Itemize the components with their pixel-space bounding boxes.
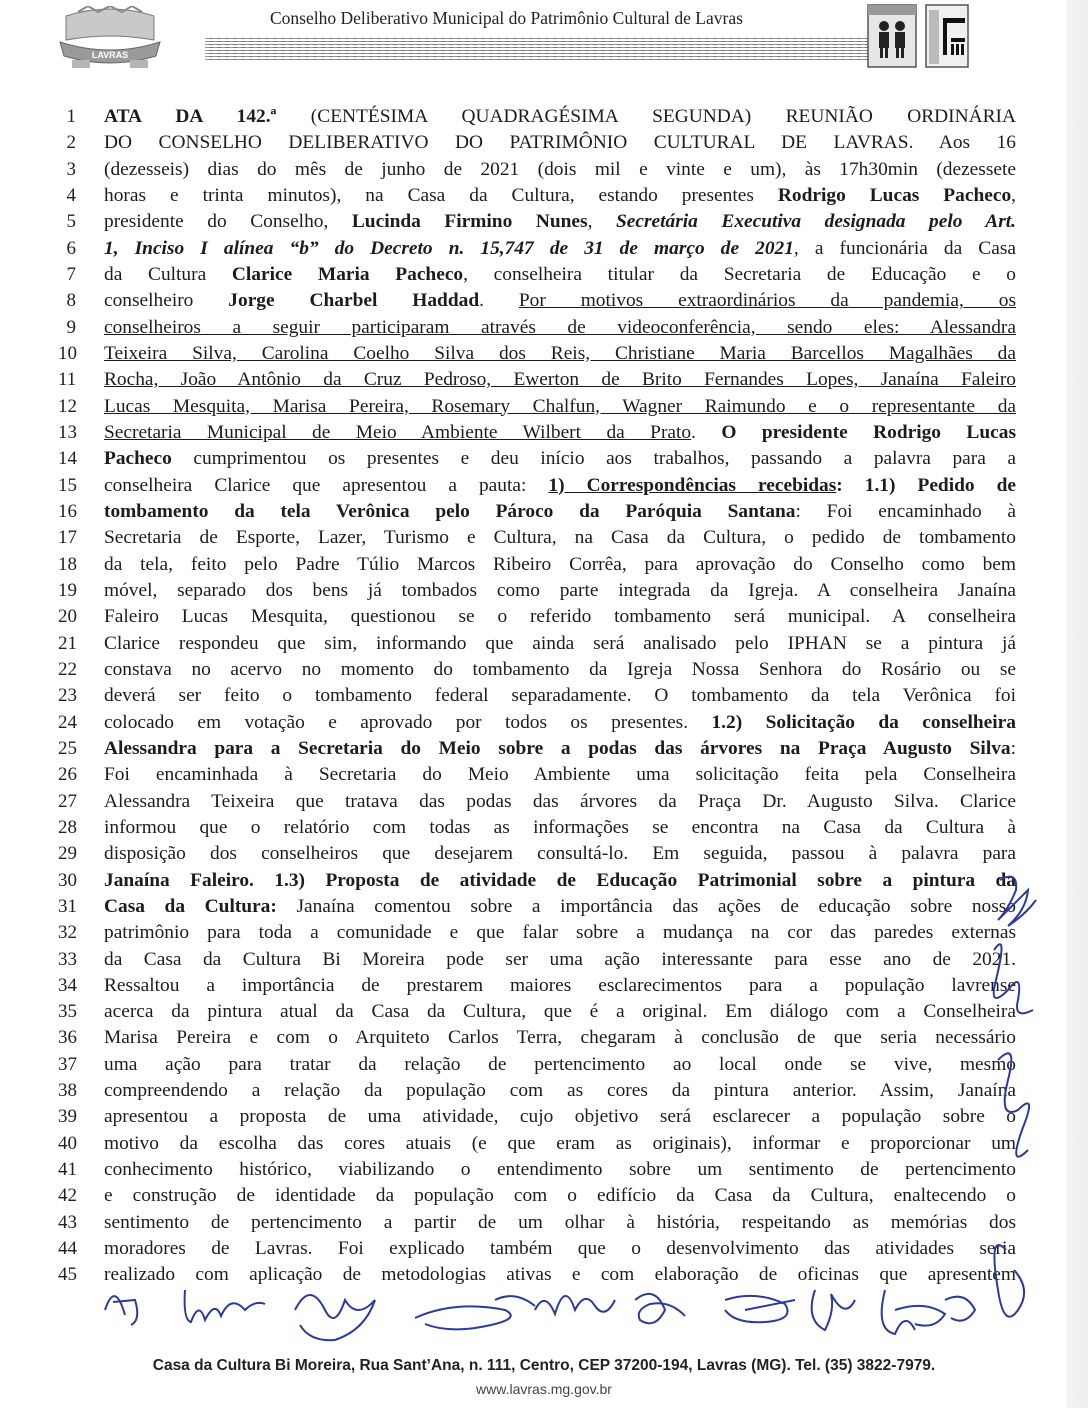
line-text bbox=[104, 999, 1016, 1025]
header-rule-texture bbox=[205, 36, 907, 62]
line-number: 37 bbox=[58, 1053, 77, 1075]
text-segment: disposição dos conselheiros que desejarem consultá-lo. Em seguida, passou à palavra para bbox=[104, 843, 1016, 865]
line-number: 40 bbox=[58, 1132, 77, 1154]
line-number: 23 bbox=[58, 685, 77, 707]
line-number: 30 bbox=[58, 869, 77, 891]
text-segment: conselheiros a seguir participaram através de videoconferência, sendo eles: Alessandra bbox=[104, 316, 1016, 338]
line-number: 16 bbox=[58, 500, 77, 522]
text-segment: constava no acervo no momento do tombamento da Igreja Nossa Senhora do Rosário ou se bbox=[104, 658, 1016, 680]
line-text bbox=[104, 736, 1016, 762]
line-number: 19 bbox=[58, 579, 77, 601]
text-segment: Janaína Faleiro. 1.3) Proposta de atividade de Educação Patrimonial sobre a pintura da bbox=[104, 869, 1016, 891]
line-number: 42 bbox=[58, 1185, 77, 1207]
line-number: 5 bbox=[66, 211, 76, 233]
text-segment: : bbox=[1010, 737, 1016, 759]
line-number: 6 bbox=[66, 237, 76, 259]
text-segment: informou que o relatório com todas as informações se encontra na Casa da Cultura à bbox=[104, 816, 1016, 838]
line-text bbox=[104, 525, 1016, 551]
line-text bbox=[104, 552, 1016, 578]
line-text bbox=[104, 815, 1016, 841]
text-segment: , bbox=[1011, 184, 1016, 206]
line-text bbox=[104, 1052, 1016, 1078]
text-segment: realizado com aplicação de metodologias ativas e com elaboração de oficinas que apresentem bbox=[104, 1264, 1016, 1286]
line-text bbox=[104, 183, 1016, 209]
text-segment: O presidente Rodrigo Lucas bbox=[721, 421, 1016, 443]
line-text bbox=[104, 420, 1016, 446]
line-number: 36 bbox=[58, 1027, 77, 1049]
text-segment: horas e trinta minutos), na Casa da Cultura, estando presentes bbox=[104, 184, 778, 206]
line-number: 34 bbox=[58, 974, 77, 996]
text-segment: acerca da pintura atual da Casa da Cultura, que é a original. Em diálogo com a Conselheira bbox=[104, 1001, 1016, 1023]
text-segment: Ressaltou a importância de prestarem maiores esclarecimentos para a população lavrense bbox=[104, 974, 1016, 996]
line-text bbox=[104, 657, 1016, 683]
text-segment: Foi encaminhada à Secretaria do Meio Ambiente uma solicitação feita pela Conselheira bbox=[104, 764, 1016, 786]
line-text bbox=[104, 947, 1016, 973]
text-segment: compreendendo a relação da população com as cores da pintura anterior. Assim, Janaína bbox=[104, 1080, 1016, 1102]
line-number: 28 bbox=[58, 816, 77, 838]
text-segment: Secretária Executiva designada pelo Art. bbox=[615, 211, 1016, 233]
line-text bbox=[104, 1210, 1016, 1236]
line-text bbox=[104, 894, 1016, 920]
text-segment: uma ação para tratar da relação de pertencimento ao local onde se vive, mesmo bbox=[104, 1053, 1016, 1075]
text-segment: sentimento de pertencimento a partir de um olhar à história, respeitando as memórias dos bbox=[104, 1211, 1016, 1233]
line-number: 13 bbox=[58, 421, 77, 443]
line-number: 24 bbox=[58, 711, 77, 733]
text-segment: cumprimentou os presentes e deu início aos trabalhos, passando a palavra para a bbox=[171, 448, 1016, 470]
line-number: 20 bbox=[58, 606, 77, 628]
line-text bbox=[104, 209, 1016, 235]
line-number: 44 bbox=[58, 1238, 77, 1260]
text-segment: DO CONSELHO DELIBERATIVO DO PATRIMÔNIO CULTURAL DE LAVRAS. Aos 16 bbox=[104, 132, 1016, 154]
bottom-signatures bbox=[95, 1270, 985, 1350]
line-text bbox=[104, 1025, 1016, 1051]
line-number: 9 bbox=[66, 316, 76, 338]
text-segment: Secretaria de Esporte, Lazer, Turismo e Cultura, na Casa da Cultura, o pedido de tombamento bbox=[104, 527, 1016, 549]
line-number: 41 bbox=[58, 1159, 77, 1181]
line-text bbox=[104, 394, 1016, 420]
line-text bbox=[104, 1104, 1016, 1130]
footer-address: Casa da Cultura Bi Moreira, Rua Sant’Ana, n. 111, Centro, CEP 37200-194, Lavras (MG). Tel. (35) 3822-7979. bbox=[152, 1357, 936, 1374]
text-segment: presidente do Conselho, bbox=[104, 211, 352, 233]
page-edge bbox=[1066, 0, 1088, 1408]
text-segment: patrimônio para toda a comunidade e que falar sobre a mudança na cor das paredes externas bbox=[104, 922, 1016, 944]
svg-text:LAVRAS: LAVRAS bbox=[91, 50, 129, 60]
text-segment: conselheira Clarice que apresentou a pauta: bbox=[104, 474, 549, 496]
text-segment: Janaína comentou sobre a importância das ações de educação sobre nosso bbox=[276, 895, 1016, 917]
text-segment: Clarice respondeu que sim, informando que ainda será analisado pelo IPHAN se a pintura já bbox=[104, 632, 1016, 654]
line-number: 26 bbox=[58, 764, 77, 786]
line-number: 18 bbox=[58, 553, 77, 575]
line-number: 8 bbox=[66, 290, 76, 312]
line-text bbox=[104, 762, 1016, 788]
text-segment: (CENTÉSIMA QUADRAGÉSIMA SEGUNDA) REUNIÃO ORDINÁRIA bbox=[310, 106, 1016, 127]
council-title: Conselho Deliberativo Municipal do Patrimônio Cultural de Lavras bbox=[270, 8, 743, 28]
line-text bbox=[104, 446, 1016, 472]
text-segment: , bbox=[587, 211, 616, 233]
text-segment: da Casa da Cultura Bi Moreira pode ser uma ação interessante para esse ano de 2021. bbox=[104, 948, 1016, 970]
line-number: 14 bbox=[58, 448, 77, 470]
text-segment: Secretaria Municipal de Meio Ambiente Wilbert da Prato bbox=[104, 421, 692, 443]
line-number: 43 bbox=[58, 1211, 77, 1233]
text-segment: Jorge Charbel Haddad bbox=[228, 290, 480, 312]
building-logo-icon bbox=[925, 4, 969, 68]
line-number: 3 bbox=[66, 158, 76, 180]
text-segment: 1, Inciso I alínea “b” do Decreto n. 15,747 de 31 de março de 2021 bbox=[104, 237, 794, 259]
line-number: 33 bbox=[58, 948, 77, 970]
line-text bbox=[104, 315, 1016, 341]
text-segment: Teixeira Silva, Carolina Coelho Silva dos Reis, Christiane Maria Barcellos Magalhães da bbox=[104, 342, 1016, 364]
line-text bbox=[104, 367, 1016, 393]
text-segment: Rocha, João Antônio da Cruz Pedroso, Ewerton de Brito Fernandes Lopes, Janaína Faleiro bbox=[104, 369, 1016, 391]
line-text bbox=[104, 236, 1016, 262]
line-text bbox=[104, 1078, 1016, 1104]
text-segment: , conselheira titular da Secretaria de Educação e o bbox=[463, 263, 1016, 285]
line-text bbox=[104, 288, 1016, 314]
line-number: 11 bbox=[58, 369, 77, 391]
text-segment: ATA DA 142.ª bbox=[104, 106, 311, 127]
line-text bbox=[104, 973, 1016, 999]
text-segment: colocado em votação e aprovado por todos os presentes. bbox=[104, 711, 712, 733]
text-segment: Lucinda Firmino Nunes bbox=[351, 211, 588, 233]
text-segment: (dezesseis) dias do mês de junho de 2021 (dois mil e vinte e um), às 17h30min (dezessete bbox=[104, 158, 1016, 180]
line-text bbox=[104, 262, 1016, 288]
line-number: 15 bbox=[58, 474, 77, 496]
line-text bbox=[104, 130, 1016, 156]
text-segment: : Foi encaminhado à bbox=[795, 500, 1017, 522]
text-segment: conhecimento histórico, viabilizando o entendimento sobre um sentimento de pertencimento bbox=[104, 1159, 1016, 1181]
text-segment: Alessandra Teixeira que tratava das podas das árvores da Praça Dr. Augusto Silva. Clarice bbox=[104, 790, 1016, 812]
line-text bbox=[104, 789, 1016, 815]
text-segment: Clarice Maria Pacheco bbox=[231, 263, 464, 285]
line-text bbox=[104, 631, 1016, 657]
footer-website: www.lavras.mg.gov.br bbox=[476, 1381, 612, 1397]
text-segment: . bbox=[691, 421, 722, 443]
text-segment: 1) Correspondências recebidas bbox=[548, 474, 837, 496]
line-number: 25 bbox=[58, 737, 77, 759]
text-segment: tombamento da tela Verônica pelo Pároco da Paróquia Santana bbox=[104, 500, 796, 522]
text-segment: e construção de identidade da população com o edifício da Casa da Cultura, enaltecendo o bbox=[104, 1185, 1016, 1207]
text-segment: Alessandra para a Secretaria do Meio sobre a podas das árvores na Praça Augusto Silva bbox=[104, 737, 1011, 759]
line-text bbox=[104, 683, 1016, 709]
line-text bbox=[104, 1183, 1016, 1209]
text-segment: Faleiro Lucas Mesquita, questionou se o referido tombamento será municipal. A conselheira bbox=[104, 606, 1016, 628]
line-number: 39 bbox=[58, 1106, 77, 1128]
line-text bbox=[104, 341, 1016, 367]
text-segment: deverá ser feito o tombamento federal separadamente. O tombamento da tela Verônica foi bbox=[104, 685, 1016, 707]
line-text bbox=[104, 604, 1016, 630]
line-number: 21 bbox=[58, 632, 77, 654]
text-segment: móvel, separado dos bens já tombados como parte integrada da Igreja. A conselheira Janaína bbox=[104, 579, 1016, 601]
line-number: 45 bbox=[58, 1264, 77, 1286]
text-segment: conselheiro bbox=[104, 290, 229, 312]
line-text bbox=[104, 499, 1016, 525]
line-number: 38 bbox=[58, 1080, 77, 1102]
line-number: 35 bbox=[58, 1001, 77, 1023]
line-number: 27 bbox=[58, 790, 77, 812]
text-segment: moradores de Lavras. Foi explicado também que o desenvolvimento das atividades seria bbox=[104, 1238, 1016, 1260]
line-text bbox=[104, 157, 1016, 183]
text-segment: , a funcionária da Casa bbox=[793, 237, 1016, 259]
document-header bbox=[0, 0, 1088, 80]
line-number: 29 bbox=[58, 843, 77, 865]
text-segment: apresentou a proposta de uma atividade, cujo objetivo será esclarecer a população sobre o bbox=[104, 1106, 1016, 1128]
line-number: 22 bbox=[58, 658, 77, 680]
line-number: 12 bbox=[58, 395, 77, 417]
text-segment: Por motivos extraordinários da pandemia, os bbox=[518, 290, 1016, 312]
line-number: 32 bbox=[58, 922, 77, 944]
line-number: 17 bbox=[58, 527, 77, 549]
municipal-coat-of-arms-icon bbox=[58, 6, 162, 72]
line-number: 31 bbox=[58, 895, 77, 917]
line-text bbox=[104, 868, 1016, 894]
line-text bbox=[104, 1131, 1016, 1157]
line-text bbox=[104, 578, 1016, 604]
text-segment: Casa da Cultura: bbox=[104, 895, 277, 917]
line-text bbox=[104, 841, 1016, 867]
line-number: 1 bbox=[66, 106, 76, 127]
line-number: 4 bbox=[66, 184, 76, 206]
text-segment: . bbox=[479, 290, 519, 312]
text-segment: : 1.1) Pedido de bbox=[836, 474, 1016, 496]
line-text bbox=[104, 710, 1016, 736]
line-text bbox=[104, 1236, 1016, 1262]
line-text bbox=[104, 473, 1016, 499]
line-number: 2 bbox=[66, 132, 76, 154]
text-segment: da Cultura bbox=[104, 263, 232, 285]
line-number: 10 bbox=[58, 342, 77, 364]
line-text bbox=[104, 920, 1016, 946]
line-text bbox=[104, 104, 1016, 130]
text-segment: 1.2) Solicitação da conselheira bbox=[711, 711, 1016, 733]
margin-signatures bbox=[978, 870, 1048, 1340]
heritage-council-logo-icon bbox=[867, 4, 917, 68]
line-text bbox=[104, 1157, 1016, 1183]
text-segment: da tela, feito pelo Padre Túlio Marcos Ribeiro Corrêa, para aprovação do Conselho como bem bbox=[104, 553, 1016, 575]
text-segment: Pacheco bbox=[104, 448, 172, 470]
text-segment: Rodrigo Lucas Pacheco bbox=[777, 184, 1012, 206]
line-number: 7 bbox=[66, 263, 76, 285]
text-segment: Marisa Pereira e com o Arquiteto Carlos Terra, chegaram à conclusão de que seria necessário bbox=[104, 1027, 1016, 1049]
text-segment: motivo da escolha das cores atuais (e que eram as originais), informar e proporcionar um bbox=[104, 1132, 1016, 1154]
text-segment: Lucas Mesquita, Marisa Pereira, Rosemary Chalfun, Wagner Raimundo e o representante da bbox=[104, 395, 1016, 417]
